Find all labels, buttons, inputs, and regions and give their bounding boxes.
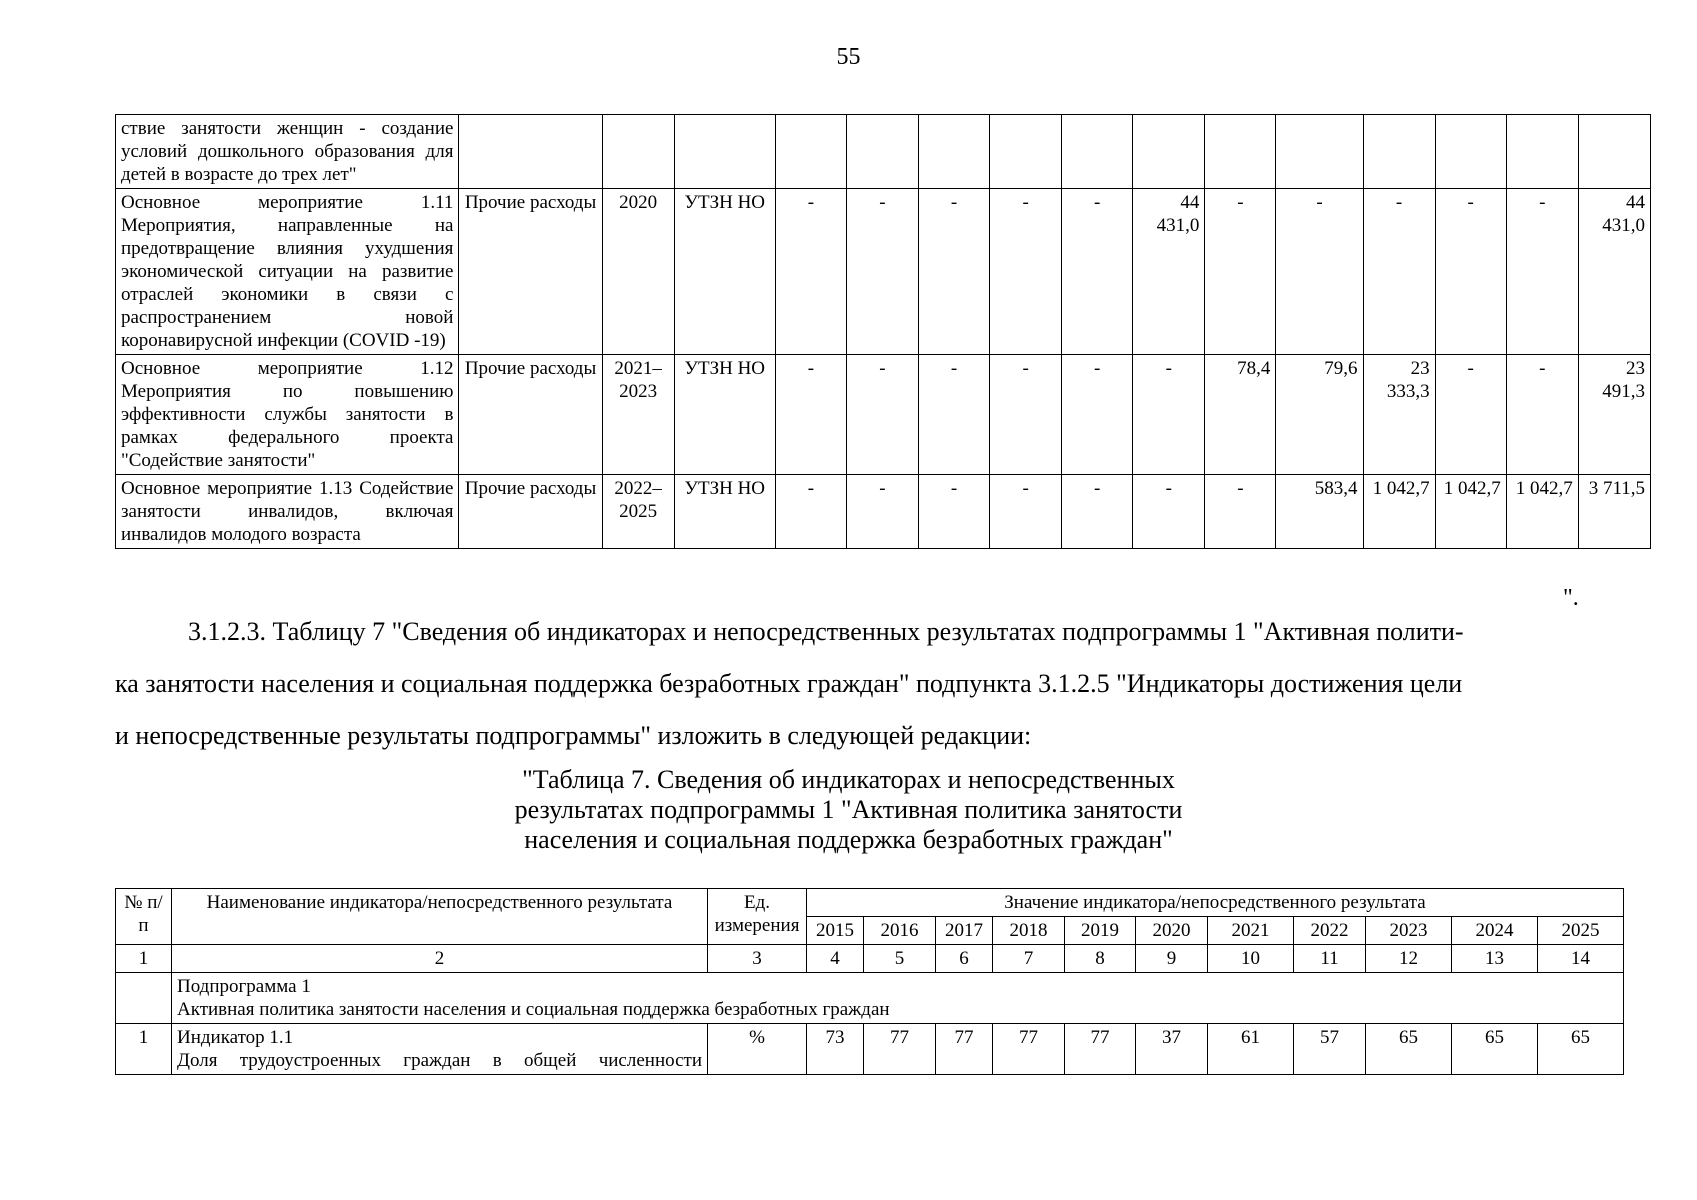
funding-value xyxy=(990,115,1062,189)
column-number: 10 xyxy=(1208,945,1294,973)
subprogram-title: Подпрограмма 1 xyxy=(177,976,311,997)
funding-value: 44 431,0 xyxy=(1133,189,1205,355)
table-title-line: "Таблица 7. Сведения об индикаторах и непосредственных xyxy=(522,765,1175,794)
activity-name: ствие занятости женщин - создание условий дошкольного образования для детей в возрасте до трех лет" xyxy=(116,115,459,189)
indicator-value: 37 xyxy=(1136,1024,1208,1075)
header-number: № п/п xyxy=(116,889,172,945)
year-header: 2016 xyxy=(864,917,936,945)
amendment-paragraph xyxy=(115,606,1595,762)
funding-table xyxy=(115,114,1651,549)
implementation-years: 2021–2023 xyxy=(602,355,674,475)
funding-value: 79,6 xyxy=(1276,355,1363,475)
column-number: 9 xyxy=(1136,945,1208,973)
indicators-table xyxy=(115,888,1624,1075)
funding-value: - xyxy=(990,355,1062,475)
header-values: Значение индикатора/непосредственного результата xyxy=(807,889,1624,917)
executor: УТЗН НО xyxy=(674,189,775,355)
funding-value: - xyxy=(1062,355,1133,475)
executor xyxy=(674,115,775,189)
funding-value: - xyxy=(1205,189,1276,355)
funding-value: 583,4 xyxy=(1276,475,1363,549)
funding-value: - xyxy=(1062,475,1133,549)
indicator-row xyxy=(116,1024,1624,1075)
column-number: 12 xyxy=(1366,945,1452,973)
funding-value: - xyxy=(775,475,846,549)
funding-value: - xyxy=(1276,189,1363,355)
year-header: 2017 xyxy=(936,917,993,945)
table-title-line: населения и социальная поддержка безработных граждан" xyxy=(524,825,1173,854)
column-number: 8 xyxy=(1065,945,1136,973)
funding-value: 1 042,7 xyxy=(1363,475,1435,549)
funding-source xyxy=(459,115,602,189)
indicator-name: Доля трудоустроенных граждан в общей численности xyxy=(177,1050,702,1071)
indicator-value: 57 xyxy=(1294,1024,1366,1075)
header-indicator-name: Наименование индикатора/непосредственного результата xyxy=(172,889,708,945)
indicator-name-cell xyxy=(172,1024,708,1075)
column-number: 2 xyxy=(172,945,708,973)
indicator-value: 73 xyxy=(807,1024,864,1075)
funding-value xyxy=(1506,115,1578,189)
paragraph-line: и непосредственные результаты подпрограммы" изложить в следующей редакции: xyxy=(115,721,1032,750)
funding-row xyxy=(116,189,1651,355)
column-number: 5 xyxy=(864,945,936,973)
header-unit: Ед. измерения xyxy=(708,889,807,945)
year-header: 2019 xyxy=(1065,917,1136,945)
subprogram-cell xyxy=(172,973,1624,1024)
column-number: 11 xyxy=(1294,945,1366,973)
activity-name: Основное мероприятие 1.12 Мероприятия по повышению эффективности службы занятости в рамках федерального проекта "Содействие занятости" xyxy=(116,355,459,475)
funding-row xyxy=(116,475,1651,549)
indicator-value: 65 xyxy=(1452,1024,1538,1075)
year-header: 2020 xyxy=(1136,917,1208,945)
subprogram-row xyxy=(116,973,1624,1024)
subprogram-name: Активная политика занятости населения и социальная поддержка безработных граждан xyxy=(177,999,890,1020)
funding-value: - xyxy=(1363,189,1435,355)
indicator-value: 61 xyxy=(1208,1024,1294,1075)
column-number: 4 xyxy=(807,945,864,973)
year-header: 2018 xyxy=(993,917,1065,945)
funding-value: - xyxy=(846,475,918,549)
funding-value: 1 042,7 xyxy=(1435,475,1506,549)
table-title xyxy=(0,765,1697,855)
indicator-value: 65 xyxy=(1366,1024,1452,1075)
funding-row xyxy=(116,355,1651,475)
implementation-years xyxy=(602,115,674,189)
page-number: 55 xyxy=(836,44,861,70)
funding-value: 1 042,7 xyxy=(1506,475,1578,549)
funding-value xyxy=(1435,115,1506,189)
indicator-value: 77 xyxy=(1065,1024,1136,1075)
activity-name: Основное мероприятие 1.13 Содействие занятости инвалидов, включая инвалидов молодого возраста xyxy=(116,475,459,549)
funding-value xyxy=(846,115,918,189)
year-header: 2022 xyxy=(1294,917,1366,945)
executor: УТЗН НО xyxy=(674,475,775,549)
activity-name: Основное мероприятие 1.11 Мероприятия, направленные на предотвращение влияния ухудшения экономической ситуации на развитие отраслей экономики в связи с распространением новой коронавирусной инфекции (COVID -19) xyxy=(116,189,459,355)
funding-value: - xyxy=(846,189,918,355)
funding-total: 3 711,5 xyxy=(1578,475,1650,549)
year-header: 2023 xyxy=(1366,917,1452,945)
funding-value xyxy=(775,115,846,189)
funding-value: - xyxy=(846,355,918,475)
year-header: 2021 xyxy=(1208,917,1294,945)
funding-value: - xyxy=(1506,189,1578,355)
header-row xyxy=(116,889,1624,917)
column-number: 13 xyxy=(1452,945,1538,973)
funding-value: - xyxy=(990,475,1062,549)
closing-quote-mark: ". xyxy=(1563,585,1579,611)
column-number: 3 xyxy=(708,945,807,973)
executor: УТЗН НО xyxy=(674,355,775,475)
funding-source: Прочие расходы xyxy=(459,189,602,355)
funding-value xyxy=(1363,115,1435,189)
funding-value xyxy=(919,115,990,189)
funding-value: - xyxy=(919,355,990,475)
funding-value: - xyxy=(1506,355,1578,475)
paragraph-line: ка занятости населения и социальная поддержка безработных граждан" подпункта 3.1.2.5 "Индикаторы достижения цели xyxy=(115,669,1463,698)
funding-value: - xyxy=(1435,355,1506,475)
indicator-value: 77 xyxy=(864,1024,936,1075)
indicator-value: 77 xyxy=(993,1024,1065,1075)
indicator-value: 65 xyxy=(1538,1024,1624,1075)
paragraph-line: 3.1.2.3. Таблицу 7 "Сведения об индикаторах и непосредственных результатах подпрограммы 1 "Активная полити- xyxy=(188,617,1464,646)
funding-total: 23 491,3 xyxy=(1578,355,1650,475)
funding-source: Прочие расходы xyxy=(459,475,602,549)
funding-value xyxy=(1133,115,1205,189)
funding-value: - xyxy=(1062,189,1133,355)
year-header: 2025 xyxy=(1538,917,1624,945)
funding-value xyxy=(1062,115,1133,189)
funding-value: - xyxy=(1133,475,1205,549)
indicator-unit: % xyxy=(708,1024,807,1075)
funding-value: 23 333,3 xyxy=(1363,355,1435,475)
indicator-number: 1 xyxy=(116,1024,172,1075)
column-number: 6 xyxy=(936,945,993,973)
column-numbers-row xyxy=(116,945,1624,973)
funding-value: - xyxy=(775,189,846,355)
table-title-line: результатах подпрограммы 1 "Активная политика занятости xyxy=(514,795,1183,824)
funding-value: - xyxy=(775,355,846,475)
column-number: 1 xyxy=(116,945,172,973)
funding-value: - xyxy=(919,475,990,549)
column-number: 7 xyxy=(993,945,1065,973)
funding-value: - xyxy=(919,189,990,355)
funding-value: - xyxy=(1435,189,1506,355)
funding-value xyxy=(1276,115,1363,189)
funding-value: - xyxy=(1133,355,1205,475)
funding-value: - xyxy=(990,189,1062,355)
funding-row xyxy=(116,115,1651,189)
funding-total: 44 431,0 xyxy=(1578,189,1650,355)
year-header: 2024 xyxy=(1452,917,1538,945)
funding-value: - xyxy=(1205,475,1276,549)
funding-source: Прочие расходы xyxy=(459,355,602,475)
indicator-value: 77 xyxy=(936,1024,993,1075)
year-header: 2015 xyxy=(807,917,864,945)
funding-value: 78,4 xyxy=(1205,355,1276,475)
implementation-years: 2022–2025 xyxy=(602,475,674,549)
funding-value xyxy=(1205,115,1276,189)
empty-cell xyxy=(116,973,172,1024)
column-number: 14 xyxy=(1538,945,1624,973)
funding-total xyxy=(1578,115,1650,189)
implementation-years: 2020 xyxy=(602,189,674,355)
indicator-title: Индикатор 1.1 xyxy=(177,1027,294,1048)
